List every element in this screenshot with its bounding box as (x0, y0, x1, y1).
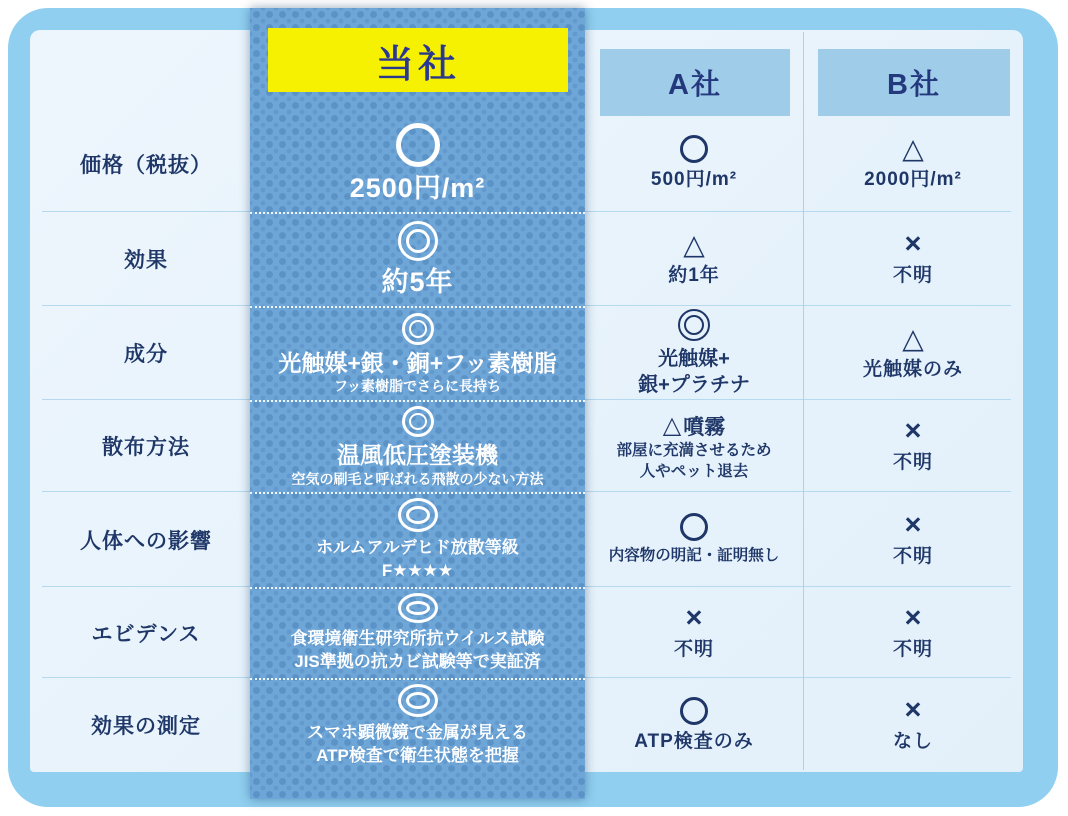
our-company-column (250, 8, 585, 799)
circle-mark (396, 123, 440, 167)
ours-ingredients-cell (250, 306, 585, 400)
row-label-text: 効果の測定 (91, 715, 201, 738)
a-evidence-cell (585, 587, 803, 678)
ours-application-note: 空気の刷毛と呼ばれる飛散の少ない方法 (291, 470, 544, 487)
row-label-ingredients (42, 306, 250, 400)
company-a-header (600, 49, 790, 116)
ours-ingredients-note: フッ素樹脂でさらに長持ち (333, 378, 502, 395)
ours-evidence-line2: JIS準拠の抗カビ試験等で実証済 (294, 652, 541, 672)
a-evidence-value: 不明 (673, 638, 714, 660)
double-circle-mark (398, 593, 438, 623)
company-b-column (803, 115, 1023, 772)
a-application-headline (663, 411, 725, 441)
double-circle-mark (402, 313, 434, 345)
row-label-text: 人体への影響 (80, 529, 212, 553)
company-b-header (818, 49, 1010, 116)
row-label-text: 散布方法 (102, 436, 190, 459)
b-evidence-cell (803, 587, 1023, 678)
ours-price-value: 2500円/m² (349, 172, 486, 203)
a-application-note-line2: 人やペット退去 (639, 462, 749, 480)
double-circle-mark (398, 498, 438, 532)
ours-effect-value: 約5年 (381, 267, 454, 298)
cross-mark (905, 696, 922, 725)
row-label-price (42, 115, 250, 212)
ours-human-impact-line1: ホルムアルデヒド放散等級 (316, 538, 519, 558)
cross-mark (905, 511, 922, 540)
a-ingredients-value-line1: 光触媒+ (658, 348, 730, 370)
b-price-cell (803, 115, 1023, 212)
double-circle-mark (678, 309, 710, 341)
ours-price-cell (250, 115, 585, 212)
our-company-header (268, 28, 568, 92)
b-human-impact-value: 不明 (892, 545, 933, 567)
b-evidence-value: 不明 (892, 638, 933, 660)
row-label-effect (42, 212, 250, 306)
ours-evidence-cell (250, 587, 585, 678)
row-label-text: 成分 (124, 343, 168, 366)
ours-effect-cell (250, 212, 585, 306)
row-label-application (42, 400, 250, 492)
a-price-value: 500円/m² (650, 168, 738, 190)
b-measurement-cell (803, 678, 1023, 772)
a-application-note-line1: 部屋に充満させるため (616, 442, 772, 460)
ours-measurement-cell (250, 678, 585, 772)
circle-mark (680, 135, 708, 163)
a-ingredients-cell (585, 306, 803, 400)
cross-mark (905, 417, 922, 446)
company-a-label: A社 (668, 69, 722, 101)
triangle-mark (902, 135, 924, 163)
ours-measurement-line2: ATP検査で衛生状態を把握 (316, 746, 519, 766)
triangle-mark (683, 231, 705, 259)
row-label-measurement (42, 678, 250, 772)
our-company-cells (250, 115, 585, 772)
double-circle-mark (398, 684, 438, 717)
a-measurement-cell (585, 678, 803, 772)
double-circle-mark (402, 406, 434, 437)
ours-human-impact-cell (250, 492, 585, 587)
b-price-value: 2000円/m² (864, 168, 962, 190)
ours-human-impact-line2: F★★★★ (381, 561, 454, 581)
b-effect-value: 不明 (892, 265, 933, 287)
b-application-value: 不明 (892, 452, 933, 474)
row-label-evidence (42, 587, 250, 678)
ours-application-value: 温風低圧塗装機 (337, 442, 498, 469)
row-label-human-impact (42, 492, 250, 587)
a-ingredients-value-line2: 銀+プラチナ (638, 374, 750, 396)
b-ingredients-cell (803, 306, 1023, 400)
ours-evidence-line1: 食環境衛生研究所抗ウイルス試験 (290, 629, 545, 649)
a-human-impact-value: 内容物の明記・証明無し (608, 547, 780, 565)
cross-mark (686, 604, 703, 633)
double-circle-mark (398, 221, 438, 261)
a-application-value: 噴霧 (683, 416, 726, 440)
ours-application-cell (250, 400, 585, 492)
triangle-mark (902, 325, 924, 353)
a-measurement-value: ATP検査のみ (634, 730, 754, 752)
b-human-impact-cell (803, 492, 1023, 587)
a-effect-cell (585, 212, 803, 306)
criteria-column (42, 115, 250, 772)
cross-mark (905, 230, 922, 259)
row-label-text: 効果 (124, 249, 168, 272)
a-price-cell (585, 115, 803, 212)
b-effect-cell (803, 212, 1023, 306)
a-application-cell (585, 400, 803, 492)
company-a-column (585, 115, 803, 772)
circle-mark (680, 697, 708, 725)
a-effect-value: 約1年 (668, 264, 720, 286)
triangle-mark (663, 414, 681, 438)
cross-mark (905, 604, 922, 633)
b-measurement-value: なし (892, 731, 933, 753)
ours-measurement-line1: スマホ顕微鏡で金属が見える (307, 723, 528, 743)
row-label-text: エビデンス (91, 622, 201, 646)
a-human-impact-cell (585, 492, 803, 587)
ours-ingredients-value: 光触媒+銀・銅+フッ素樹脂 (278, 349, 557, 376)
circle-mark (680, 513, 708, 541)
b-application-cell (803, 400, 1023, 492)
row-label-text: 価格（税抜） (80, 153, 212, 177)
b-ingredients-value: 光触媒のみ (862, 358, 963, 380)
company-b-label: B社 (887, 69, 941, 101)
our-company-label: 当社 (375, 43, 460, 86)
